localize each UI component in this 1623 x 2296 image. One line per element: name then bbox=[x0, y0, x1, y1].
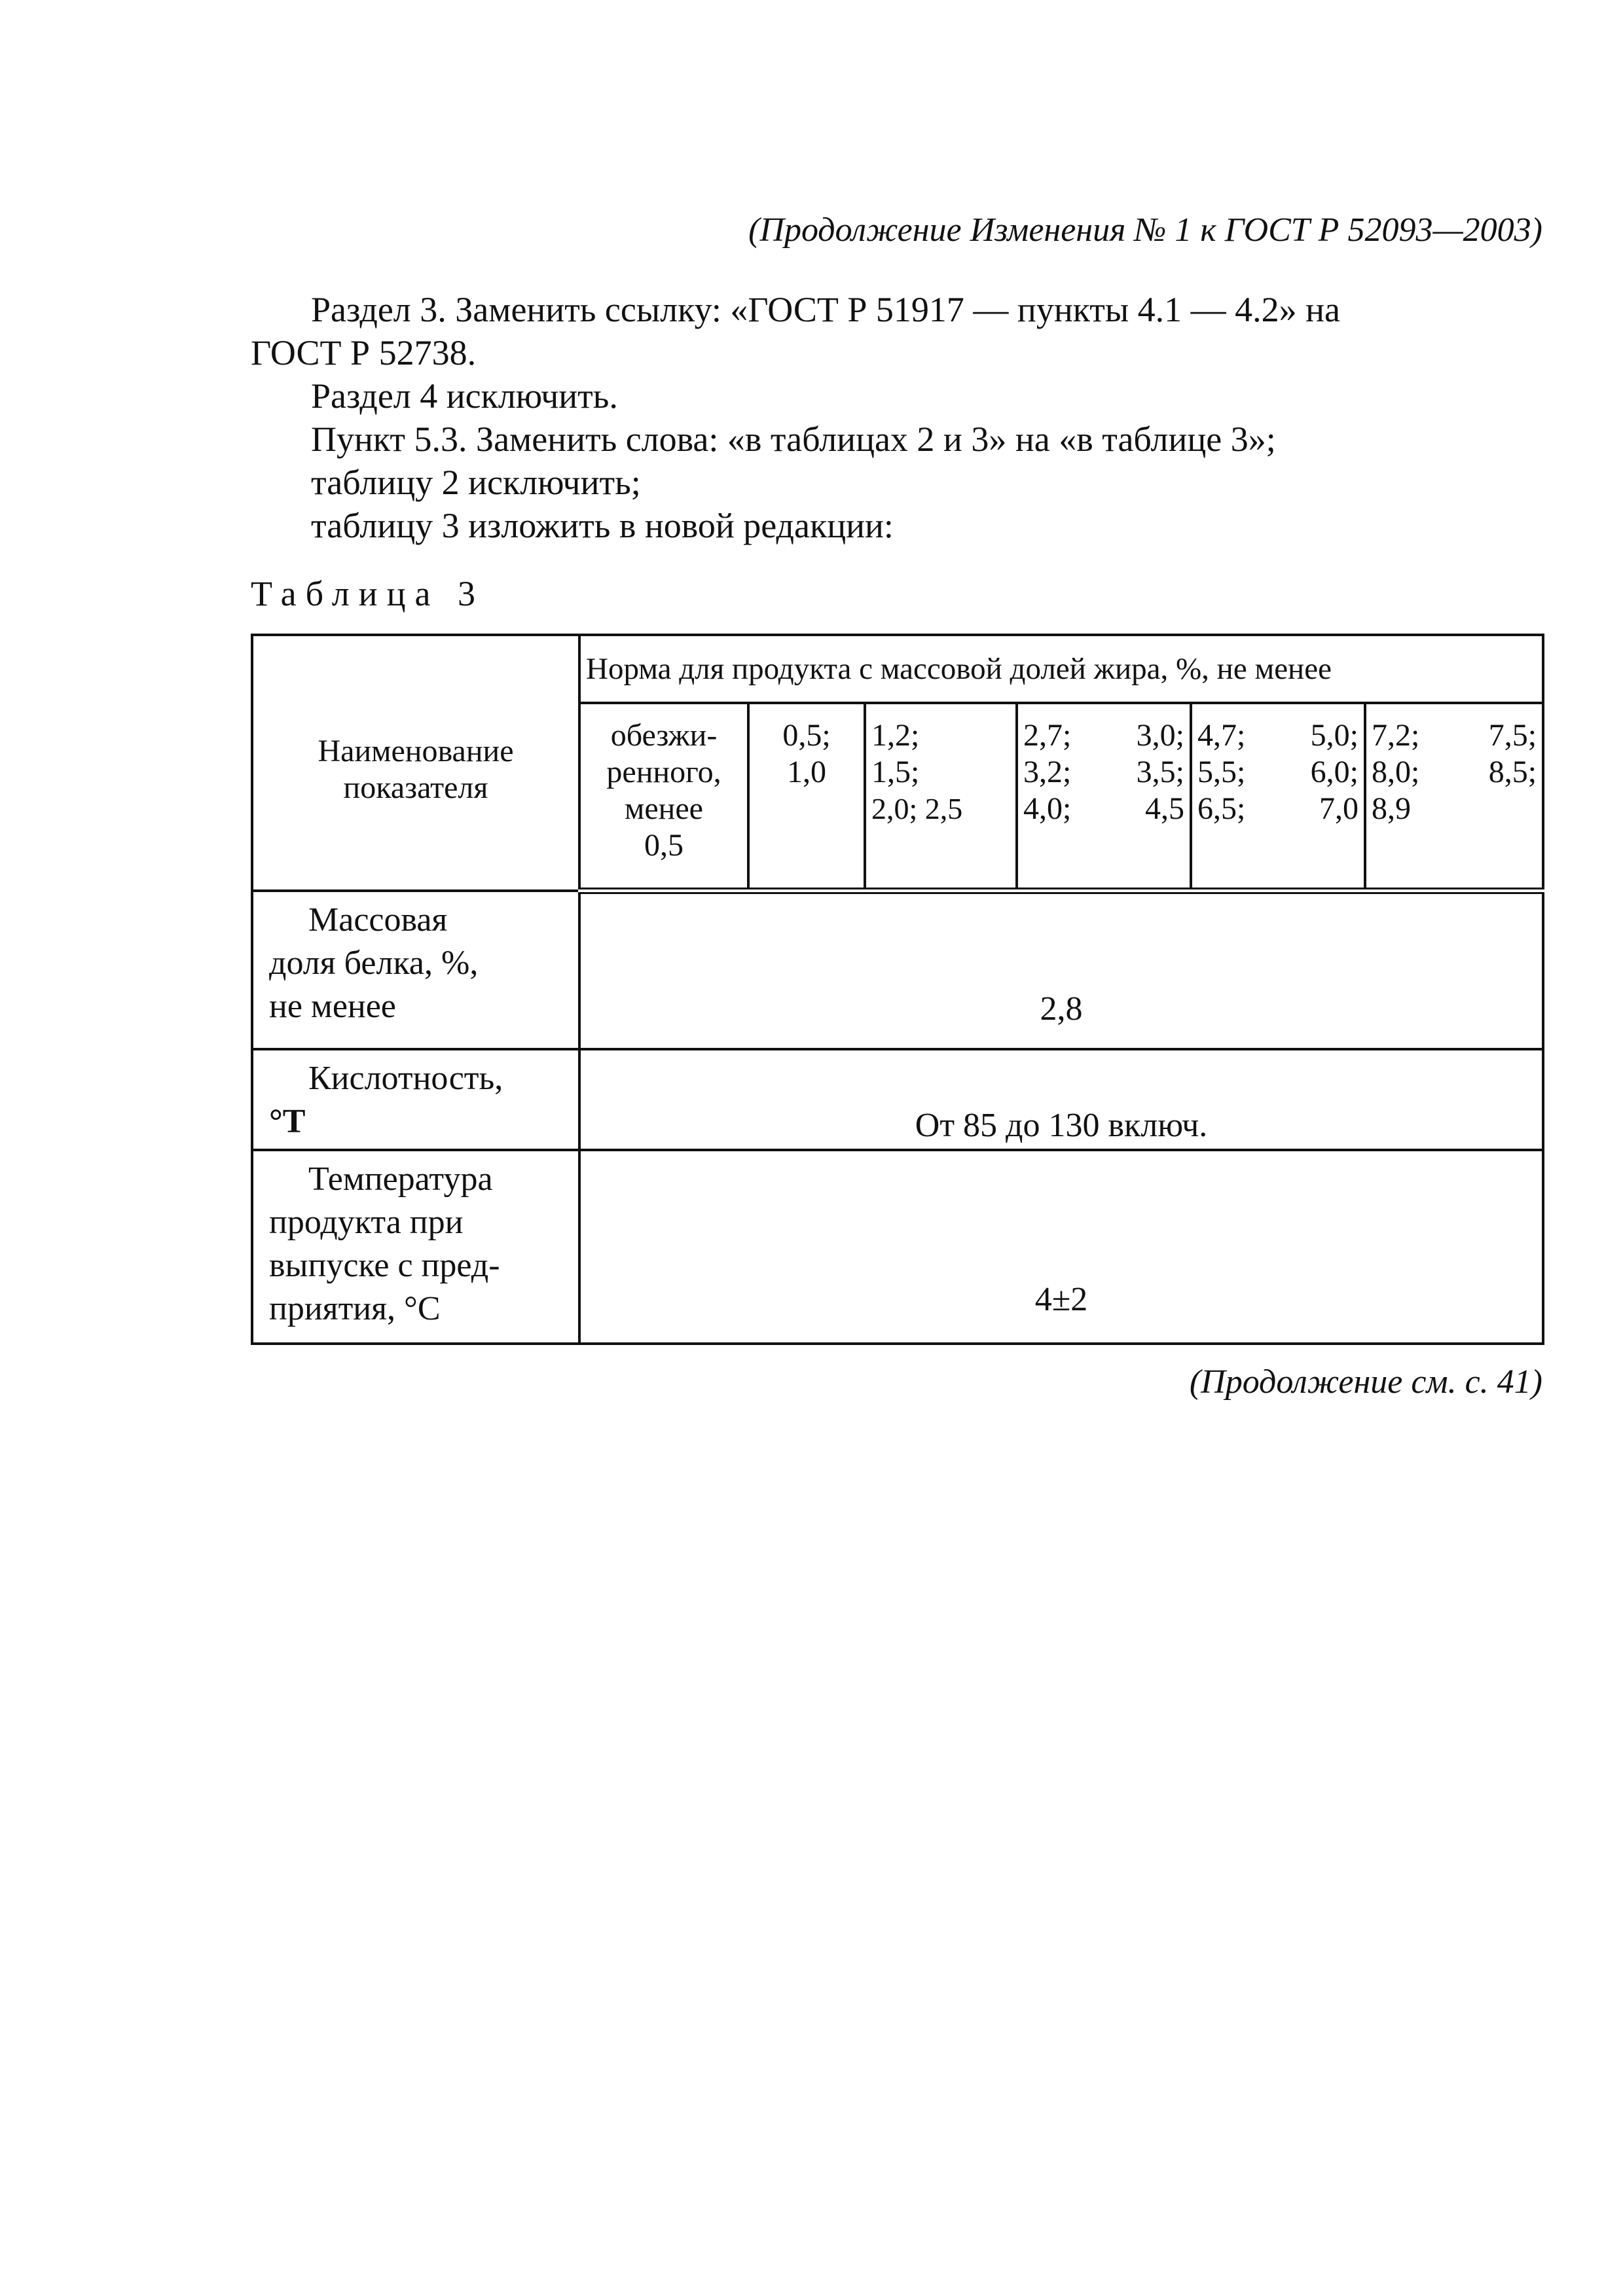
paragraph-table-3: таблицу 3 изложить в новой редакции: bbox=[311, 506, 894, 545]
subheader-line: 7,2; 7,5; bbox=[1372, 718, 1537, 753]
subheader-fat-7-2 bbox=[1365, 703, 1543, 891]
table-row bbox=[252, 891, 1543, 1049]
subheader-skim bbox=[579, 703, 748, 891]
subheader-line: 1,2; bbox=[871, 718, 920, 753]
subheader-line: менее bbox=[625, 791, 703, 826]
row-name-line: Массовая bbox=[308, 901, 448, 939]
subheader-line: 6,5; 7,0 bbox=[1197, 791, 1359, 826]
subheader-line: 1,5; bbox=[871, 755, 920, 789]
row-value-protein: 2,8 bbox=[579, 891, 1543, 1049]
subheader-fat-0-5 bbox=[748, 703, 865, 891]
table-row bbox=[252, 1150, 1543, 1344]
row-name-line: не менее bbox=[269, 988, 396, 1025]
row-name-line: выпуске с пред- bbox=[269, 1247, 500, 1284]
subheader-fat-1-2 bbox=[865, 703, 1017, 891]
subheader-line: 2,0; 2,5 bbox=[871, 792, 963, 825]
subheader-line: 8,0; 8,5; bbox=[1372, 755, 1537, 789]
row-name-acidity bbox=[252, 1049, 579, 1150]
continuation-header: (Продолжение Изменения № 1 к ГОСТ Р 52093—2003) bbox=[748, 211, 1542, 249]
subheader-line: 5,5; 6,0; bbox=[1197, 755, 1359, 789]
row-name-line: приятия, °С bbox=[269, 1290, 441, 1327]
header-indicator-name bbox=[252, 635, 579, 891]
row-name-line: доля белка, %, bbox=[269, 944, 479, 982]
paragraph-section-3: Раздел 3. Заменить ссылку: «ГОСТ Р 51917 — пункты 4.1 — 4.2» на bbox=[311, 290, 1340, 329]
subheader-line: 4,7; 5,0; bbox=[1197, 718, 1359, 753]
row-name-temperature bbox=[252, 1150, 579, 1344]
row-value-acidity: От 85 до 130 включ. bbox=[579, 1049, 1543, 1150]
row-name-line: Кислотность, bbox=[308, 1060, 503, 1097]
continuation-footer: (Продолжение см. с. 41) bbox=[1189, 1363, 1542, 1401]
header-norm: Норма для продукта с массовой долей жира, %, не менее bbox=[579, 635, 1543, 703]
table-row bbox=[252, 1049, 1543, 1150]
table-caption: Таблица 3 bbox=[251, 574, 484, 613]
paragraph-section-3-cont: ГОСТ Р 52738. bbox=[251, 333, 477, 372]
subheader-line: 0,5; bbox=[782, 718, 831, 753]
spec-table bbox=[251, 634, 1544, 1345]
paragraph-table-2: таблицу 2 исключить; bbox=[311, 463, 641, 502]
subheader-line: 0,5 bbox=[644, 828, 684, 863]
subheader-line: 4,0; 4,5 bbox=[1023, 791, 1184, 826]
row-name-line: °Т bbox=[269, 1103, 306, 1140]
paragraph-item-5-3: Пункт 5.3. Заменить слова: «в таблицах 2 и 3» на «в таблице 3»; bbox=[311, 420, 1276, 459]
subheader-line: ренного, bbox=[606, 755, 721, 789]
subheader-line: обезжи- bbox=[610, 718, 718, 753]
subheader-fat-4-7 bbox=[1191, 703, 1365, 891]
row-name-protein bbox=[252, 891, 579, 1049]
subheader-line: 8,9 bbox=[1372, 791, 1411, 826]
header-indicator-line: показателя bbox=[343, 770, 488, 805]
paragraph-section-4: Раздел 4 исключить. bbox=[311, 376, 618, 416]
row-value-temperature: 4±2 bbox=[579, 1150, 1543, 1344]
subheader-line: 1,0 bbox=[787, 755, 826, 789]
subheader-fat-2-7 bbox=[1017, 703, 1191, 891]
row-name-line: продукта при bbox=[269, 1204, 464, 1241]
subheader-line: 2,7; 3,0; bbox=[1023, 718, 1184, 753]
subheader-line: 3,2; 3,5; bbox=[1023, 755, 1184, 789]
header-indicator-line: Наименование bbox=[318, 733, 514, 768]
row-name-line: Температура bbox=[308, 1160, 493, 1198]
